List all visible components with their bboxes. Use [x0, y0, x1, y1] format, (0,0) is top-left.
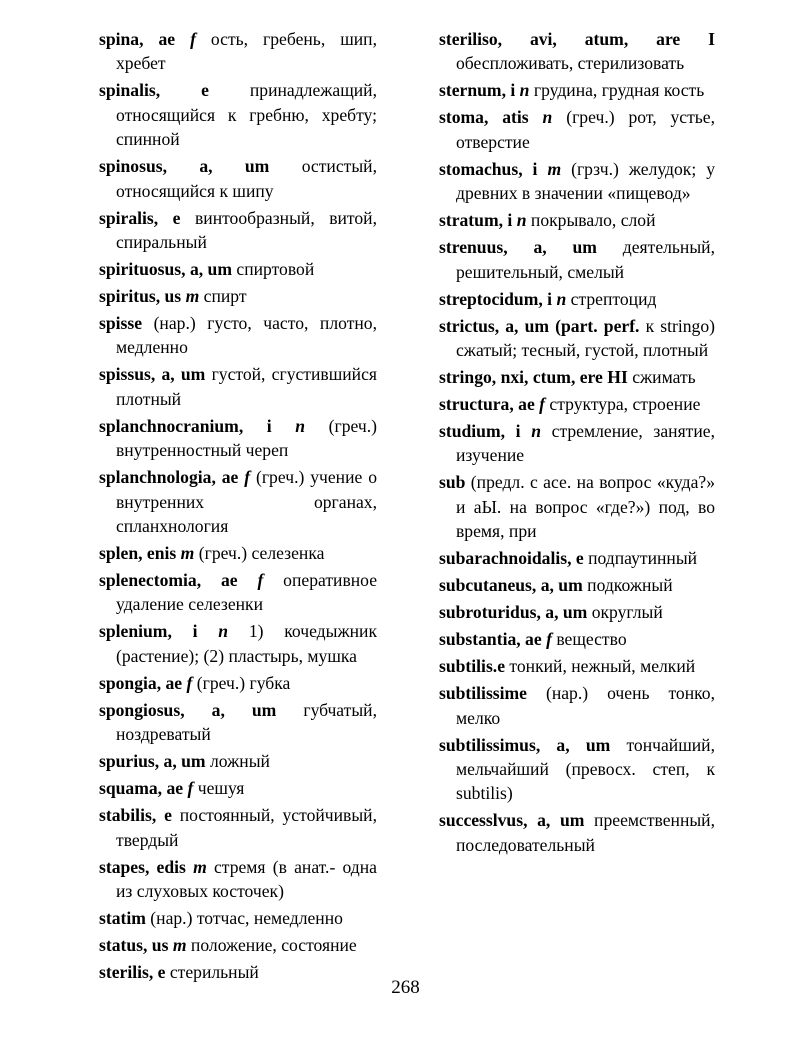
entry-grammar: , us [143, 935, 169, 956]
entry-grammar: , a, um [535, 734, 611, 755]
entry-definition: покрывало, слой [526, 210, 656, 231]
entry-headword: stringo [439, 367, 492, 388]
dictionary-entry [99, 206, 377, 255]
entry-grammar: , е [153, 207, 181, 228]
entry-definition: стерильный [165, 962, 259, 983]
entry-grammar: , us [155, 286, 182, 307]
dictionary-entry [439, 208, 715, 232]
entry-definition: (греч.) учение о внутренних органах, спланхнология [116, 467, 377, 537]
dictionary-entry [99, 749, 377, 773]
entry-headword: stapes [99, 856, 145, 877]
dictionary-entry [99, 362, 377, 411]
dictionary-entry [99, 27, 377, 76]
entry-headword: stratum [439, 210, 499, 231]
entry-grammar: , a, um [150, 364, 206, 385]
entry-grammar: , i [538, 288, 553, 309]
dictionary-entry [439, 105, 715, 154]
dictionary-entry [439, 392, 715, 416]
entry-headword: strictus [439, 315, 495, 336]
entry-definition: сжимать [627, 367, 696, 388]
entry-definition: (нар.) очень тонко, мелко [456, 683, 715, 728]
dictionary-entry [99, 311, 377, 360]
entry-headword: structura [439, 394, 510, 415]
entry-definition: (грзч.) желудок; у древних в значении «пищевод» [456, 158, 716, 204]
dictionary-entry [99, 933, 377, 957]
entry-headword: subcutaneus [439, 575, 532, 596]
entry-gender: n [519, 80, 530, 101]
entry-grammar: , ae [211, 467, 239, 488]
entry-headword: subtilissimus [439, 734, 536, 755]
dictionary-entry [439, 470, 715, 543]
entry-definition: губчатый, ноздреватый [116, 699, 377, 745]
entry-gender: f [244, 467, 251, 488]
dictionary-entry [439, 287, 715, 311]
entry-definition: спиртовой [231, 259, 315, 280]
entry-definition: положение, состояние [186, 935, 357, 956]
entry-headword: subtilis [439, 656, 493, 677]
entry-definition: обеспложивать, стерилизовать [456, 53, 685, 74]
entry-headword: statim [99, 908, 146, 929]
dictionary-entry [99, 78, 377, 151]
entry-gender: f [546, 629, 552, 650]
right-column [439, 27, 715, 860]
entry-headword: spinalis [99, 80, 156, 101]
entry-definition: преемственный, последовательный [456, 810, 715, 855]
entry-definition: ость, гребень, шип, хребет [116, 29, 377, 74]
entry-definition: стремление, занятие, изучение [456, 421, 715, 466]
dictionary-entry [439, 808, 715, 857]
entry-headword: spinosus [99, 156, 163, 177]
entry-definition: стремя (в анат.- одна из слуховых косточек) [116, 856, 377, 902]
dictionary-entry [99, 414, 377, 463]
entry-definition: принадлежащий, относящийся к гребню, хребту; спинной [116, 80, 377, 150]
entry-grammar: , ae [139, 29, 176, 49]
entry-definition: округлый [587, 602, 663, 623]
entry-headword: splenectomia [99, 570, 197, 591]
entry-grammar: , enis [138, 543, 177, 564]
entry-definition: чешуя [193, 778, 245, 799]
entry-grammar: , i [238, 415, 272, 436]
entry-definition: вещество [551, 629, 627, 650]
entry-grammar: , е [151, 805, 172, 826]
dictionary-entry [439, 654, 715, 678]
dictionary-entry [439, 600, 715, 624]
entry-definition: 1) кочедыжник (растение); (2) пластырь, мушка [116, 621, 377, 666]
dictionary-entry [439, 627, 715, 651]
dictionary-entry [99, 568, 377, 617]
entry-definition: тонкий, нежный, мелкий [505, 656, 696, 677]
entry-grammar: , a, um [154, 751, 206, 772]
dictionary-entry [439, 419, 715, 468]
entry-headword: spongiosus [99, 699, 181, 720]
dictionary-entry [99, 154, 377, 203]
dictionary-entry [99, 257, 377, 281]
entry-definition: ложный [205, 751, 270, 772]
entry-definition: спирт [199, 286, 247, 307]
entry-headword: spurius [99, 751, 155, 772]
entry-definition: (греч.) рот, устье, отверстие [456, 107, 716, 152]
entry-gender: m [193, 856, 207, 877]
entry-definition: тончайший, мельчайший (превосх. степ, к subtilis) [456, 734, 715, 804]
dictionary-entry [439, 365, 715, 389]
entry-grammar: , е [148, 962, 166, 983]
entry-headword: spissus [99, 364, 151, 385]
entry-headword: strenuus [439, 237, 504, 258]
dictionary-entry [439, 157, 715, 206]
entry-grammar: , ae [156, 672, 183, 693]
entry-grammar: , i [501, 80, 516, 101]
entry-headword: stomachus [439, 158, 519, 179]
entry-gender: n [516, 210, 527, 231]
entry-definition: (греч.) губка [192, 672, 291, 693]
entry-grammar: , i [167, 621, 198, 642]
entry-definition: (нар.) тотчас, немедленно [145, 908, 343, 929]
dictionary-entry [99, 803, 377, 852]
entry-gender: m [172, 935, 187, 956]
entry-grammar: , ae [196, 570, 238, 591]
entry-gender: f [187, 778, 194, 799]
entry-headword: subtilissime [439, 683, 527, 704]
entry-headword: subarachnoidalis [439, 548, 568, 569]
entry-definition: подпаутинный [583, 548, 698, 569]
entry-headword: substantia [439, 629, 517, 650]
entry-grammar: , a, um [536, 602, 588, 623]
entry-headword: stabilis [99, 805, 152, 826]
entry-gender: n [218, 621, 229, 642]
entry-grammar: , ae [516, 629, 542, 650]
entry-headword: splanchnocranium [99, 415, 239, 436]
entry-grammar: , а, um [162, 156, 270, 177]
dictionary-entry [439, 573, 715, 597]
entry-gender: f [257, 570, 264, 591]
entry-definition: (греч.) селезенка [194, 543, 325, 564]
dictionary-entry [439, 733, 715, 806]
page-number: 268 [391, 977, 420, 998]
entry-grammar: , a, um (part. perf. [494, 315, 640, 336]
entry-grammar: , atis [483, 107, 529, 128]
entry-grammar: , е [155, 80, 209, 101]
entry-grammar: , a, um [180, 699, 277, 720]
entry-definition: деятельный, решительный, смелый [456, 237, 715, 282]
entry-grammar: , a, um [503, 237, 597, 258]
dictionary-entry [439, 314, 715, 363]
left-column [99, 27, 377, 987]
entry-gender: m [547, 158, 562, 179]
entry-headword: spongia [99, 672, 157, 693]
entry-grammar: , a, um [531, 575, 583, 596]
entry-definition: (нар.) густо, часто, плотно, медленно [116, 313, 377, 358]
entry-definition: густой, сгустившийся плотный [116, 364, 377, 409]
entry-definition: остистый, относящийся к шипу [116, 156, 377, 201]
dictionary-entry [439, 546, 715, 570]
entry-grammar: , i [518, 158, 538, 179]
entry-grammar: .e [492, 656, 506, 677]
entry-definition: постоянный, устойчивый, твердый [116, 805, 377, 850]
entry-headword: splen [99, 543, 139, 564]
entry-grammar: , i [498, 210, 513, 231]
entry-headword: spiritus [99, 286, 156, 307]
entry-gender: n [556, 288, 567, 309]
entry-headword: spina [99, 29, 140, 49]
dictionary-entry [99, 776, 377, 800]
entry-grammar: , a, um [523, 810, 585, 831]
entry-headword: sterilis [99, 962, 149, 983]
dictionary-entry [99, 619, 377, 668]
entry-gender: n [542, 107, 553, 128]
entry-headword: successlvus [439, 810, 524, 831]
entry-grammar: , i [500, 421, 521, 442]
entry-definition: к stringo) сжатый; тесный, густой, плотный [456, 315, 716, 361]
entry-headword: spirituosus [99, 259, 182, 280]
dictionary-entry [439, 235, 715, 284]
entry-headword: subroturidus [439, 602, 537, 623]
entry-grammar: , е [567, 548, 584, 569]
entry-headword: sternum [439, 80, 502, 101]
entry-headword: spisse [99, 313, 143, 334]
entry-definition: структура, строение [545, 394, 701, 415]
entry-headword: status [99, 935, 143, 956]
entry-definition: (греч.) внутренностный череп [116, 415, 378, 461]
entry-definition: подкожный [582, 575, 673, 596]
entry-headword: squama [99, 778, 158, 799]
entry-definition: грудина, грудная кость [529, 80, 705, 101]
entry-definition: винтообразный, витой, спиральный [116, 207, 377, 253]
entry-grammar: , ae [157, 778, 184, 799]
dictionary-entry [99, 698, 377, 747]
entry-gender: n [531, 421, 542, 442]
entry-headword: steriliso [439, 29, 498, 49]
entry-grammar: , nxi, ctum, ere HI [491, 367, 628, 388]
dictionary-entry [439, 27, 715, 76]
entry-headword: streptocidum [439, 288, 539, 309]
entry-gender: f [190, 29, 196, 49]
entry-definition: оперативное удаление селезенки [116, 570, 378, 615]
dictionary-entry [99, 284, 377, 308]
entry-gender: f [186, 672, 193, 693]
dictionary-entry [99, 541, 377, 565]
entry-headword: splenium [99, 621, 168, 642]
entry-headword: sub [439, 472, 466, 493]
entry-headword: spiralis [99, 207, 154, 228]
dictionary-entry [99, 671, 377, 695]
entry-definition: стрептоцид [566, 288, 657, 309]
entry-gender: m [180, 543, 195, 564]
entry-grammar: , ae [509, 394, 535, 415]
entry-definition: (предл. с асе. на вопрос «куда?» и аЫ. на вопрос «где?») под, во время, при [456, 472, 715, 542]
entry-grammar: , avi, atum, are I [497, 29, 715, 49]
dictionary-entry [439, 78, 715, 102]
entry-gender: f [539, 394, 546, 415]
entry-headword: splanchnologia [99, 467, 212, 488]
entry-gender: n [295, 415, 306, 436]
dictionary-entry [99, 906, 377, 930]
entry-grammar: , edis [144, 856, 186, 877]
dictionary-entry [99, 855, 377, 904]
entry-grammar: , a, um [181, 259, 232, 280]
entry-gender: m [185, 286, 200, 307]
dictionary-entry [439, 681, 715, 730]
entry-headword: stoma [439, 107, 484, 128]
entry-headword: studium [439, 421, 501, 442]
dictionary-entry [99, 465, 377, 538]
